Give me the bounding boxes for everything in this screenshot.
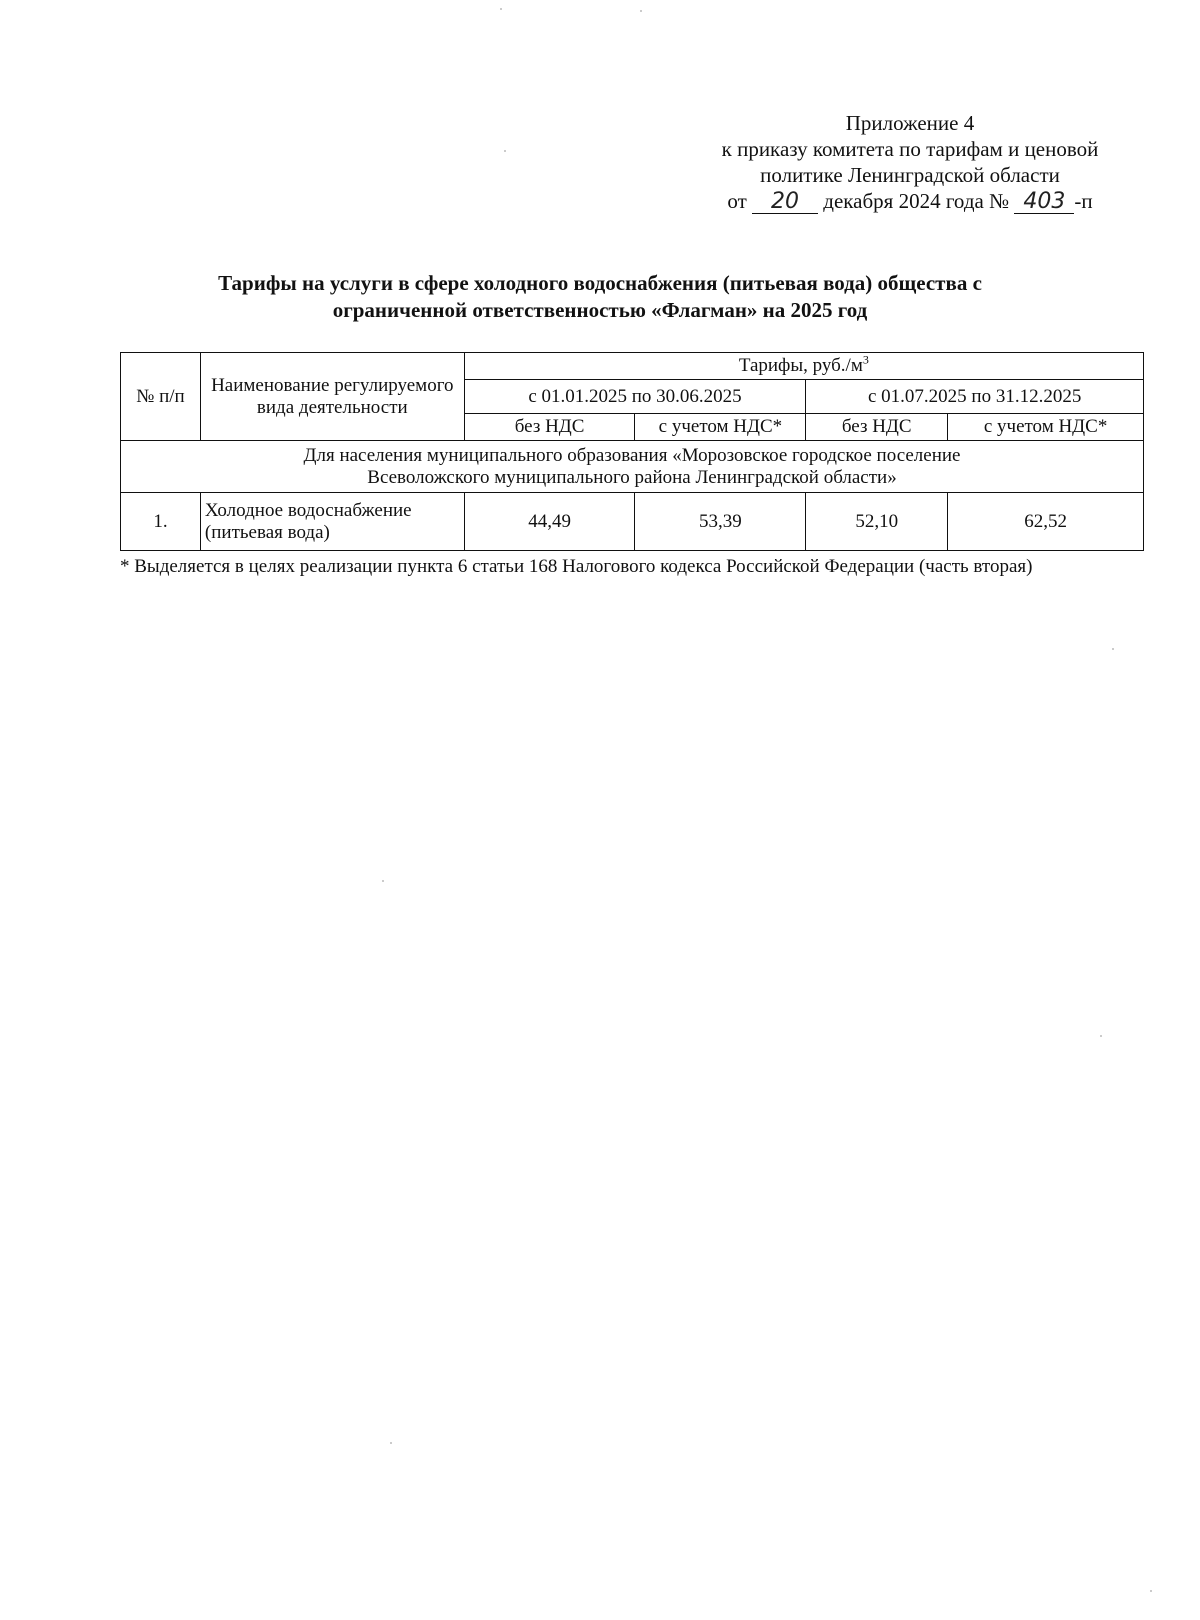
date-day-handwritten: 20 bbox=[752, 191, 818, 214]
row-p1-no-vat: 44,49 bbox=[464, 493, 635, 551]
date-prefix: от bbox=[727, 189, 747, 213]
row-activity: Холодное водоснабжение (питьевая вода) bbox=[200, 493, 464, 551]
header-tariffs-unit-sup: 3 bbox=[862, 352, 869, 367]
scan-speck bbox=[1112, 648, 1114, 650]
appendix-header bbox=[660, 110, 1160, 214]
scan-speck bbox=[1150, 1590, 1152, 1592]
order-number-handwritten: 403 bbox=[1014, 191, 1074, 214]
header-p1-with-vat: с учетом НДС* bbox=[635, 414, 806, 441]
scan-speck bbox=[390, 1442, 392, 1444]
document-title bbox=[150, 270, 1050, 324]
row-number: 1. bbox=[121, 493, 201, 551]
scan-speck bbox=[504, 150, 506, 152]
row-p2-with-vat: 62,52 bbox=[948, 493, 1144, 551]
appendix-order-ref: к приказу комитета по тарифам и ценовой bbox=[721, 137, 1099, 161]
row-p2-no-vat: 52,10 bbox=[806, 493, 948, 551]
footnote: * Выделяется в целях реализации пункта 6 статьи 168 Налогового кодекса Российской Федерации (часть вторая) bbox=[120, 556, 1033, 577]
scan-speck bbox=[382, 880, 384, 882]
appendix-number: Приложение 4 bbox=[845, 111, 975, 135]
group-row-line-2: Всеволожского муниципального района Ленинградской области» bbox=[367, 466, 897, 488]
header-p1-no-vat: без НДС bbox=[464, 414, 635, 441]
appendix-date-line bbox=[660, 188, 1160, 214]
header-period-1: с 01.01.2025 по 30.06.2025 bbox=[464, 380, 806, 414]
date-rest: декабря 2024 года № bbox=[823, 189, 1010, 213]
scan-speck bbox=[640, 10, 642, 12]
row-p1-with-vat: 53,39 bbox=[635, 493, 806, 551]
appendix-committee: политике Ленинградской области bbox=[760, 163, 1060, 187]
group-row-line-1: Для населения муниципального образования «Морозовское городское поселение bbox=[303, 444, 961, 466]
group-row bbox=[121, 441, 1144, 493]
header-period-2: с 01.07.2025 по 31.12.2025 bbox=[806, 380, 1144, 414]
scan-speck bbox=[500, 8, 502, 10]
scan-speck bbox=[1100, 1035, 1102, 1037]
header-tariffs bbox=[464, 353, 1143, 380]
header-p2-with-vat: с учетом НДС* bbox=[948, 414, 1144, 441]
header-tariffs-text: Тарифы, руб./м bbox=[738, 355, 863, 376]
table-row bbox=[121, 493, 1144, 551]
header-p2-no-vat: без НДС bbox=[806, 414, 948, 441]
header-activity: Наименование регулируемого вида деятельности bbox=[200, 353, 464, 441]
header-number: № п/п bbox=[121, 353, 201, 441]
title-line-2: ограниченной ответственностью «Флагман» на 2025 год bbox=[332, 298, 868, 322]
tariffs-table bbox=[120, 352, 1144, 551]
order-suffix: -п bbox=[1074, 189, 1093, 213]
title-line-1: Тарифы на услуги в сфере холодного водоснабжения (питьевая вода) общества с bbox=[218, 271, 982, 295]
